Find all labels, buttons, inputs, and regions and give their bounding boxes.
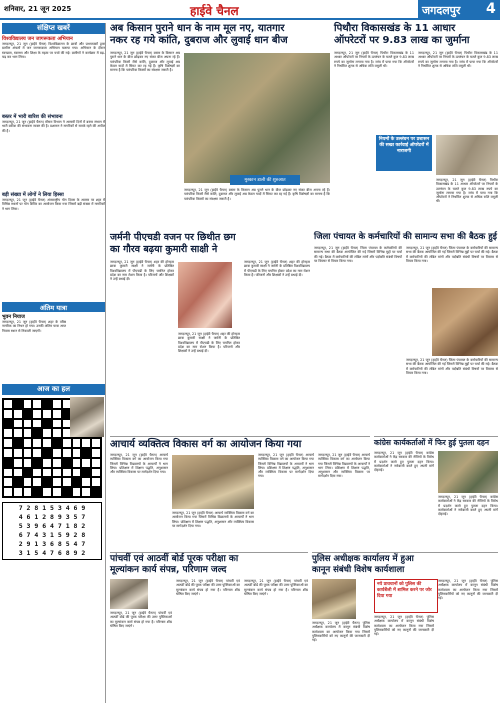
article-paddy-body-col2: जगदलपुर, 21 जून (हाईवे चैनल) बस्तर के किसान अब पुराने धान के बीज छोड़कर नए संकर बीज अपना रहे हैं। पारंपरिक किस्में जैसे कांति, दुबराज और लुवाई अब केवल यादों में सिमट कर रह गई हैं। कृषि विशेषज्ञों का मानना है कि पारंपरिक किस्मों का संरक्षण जरूरी है। [184,188,330,201]
article-phd-body-col3: जगदलपुर, 21 जून (हाईवे चैनल) शहर की होनहार छात्रा कुमारी साक्षी ने जर्मनी के प्रतिष्ठित विश्वविद्यालय में पीएचडी के लिए चयनित होकर प्रदेश का नाम रोशन किया है। परिजनों और शिक्षकों ने उन्हें बधाई दी। [244,260,310,277]
article-police-title-2: कानून संबंधी विशेष कार्यशाला [312,565,405,575]
article-police-title-1: पुलिस अधीक्षक कार्यालय में हुआ [312,554,414,564]
article-congress-body-col2: जगदलपुर, 21 जून (हाईवे चैनल) कांग्रेस कार्यकर्ताओं ने केंद्र सरकार की नीतियों के विरोध में प्रदर्शन करते हुए पुतला दहन किया। कार्यकर्ताओं ने नारेबाजी करते हुए अपनी मांगें दोहराईं। [438,495,498,517]
article-phd [110,232,310,432]
article-phd-body-col1: जगदलपुर, 21 जून (हाईवे चैनल) शहर की होनहार छात्रा कुमारी साक्षी ने जर्मनी के प्रतिष्ठित विश्वविद्यालय में पीएचडी के लिए चयनित होकर प्रदेश का नाम रोशन किया है। परिजनों और शिक्षकों ने उन्हें बधाई दी। [110,260,174,282]
issue-date: शनिवार, 21 जून 2025 [4,5,72,13]
article-panchayat [314,232,498,432]
sudoku-row: 6 7 4 3 1 5 9 2 8 [18,531,86,539]
article-board-exam-title-2: मूल्यांकन कार्य संपन्न, परिणाम जल्द [110,565,227,575]
article-congress-title: कांग्रेस कार्यकर्ताओं में फिर हुई पुतला दहन [374,438,489,447]
article-paddy-body-col1: जगदलपुर, 21 जून (हाईवे चैनल) बस्तर के किसान अब पुराने धान के बीज छोड़कर नए संकर बीज अपना रहे हैं। पारंपरिक किस्में जैसे कांति, दुबराज और लुवाई अब केवल यादों में सिमट कर रह गई हैं। कृषि विशेषज्ञों का मानना है कि पारंपरिक किस्मों का संरक्षण जरूरी है। [110,51,180,73]
article-board-exam-title-1: पांचवीं एवं आठवीं बोर्ड पूरक परीक्षा का [110,554,239,564]
article-congress-photo [438,451,498,493]
city-name: जगदलपुर [422,4,461,17]
article-congress-body-col1: जगदलपुर, 21 जून (हाईवे चैनल) कांग्रेस कार्यकर्ताओं ने केंद्र सरकार की नीतियों के विरोध में प्रदर्शन करते हुए पुतला दहन किया। कार्यकर्ताओं ने नारेबाजी करते हुए अपनी मांगें दोहराईं। [374,451,434,473]
article-phd-title-2: का गौरव बढ़या कुमारी साक्षी ने [110,244,218,255]
page-number: 4 [486,1,496,17]
obituary-photo [70,397,104,437]
article-paddy-title-1: अब किसान पुराने धान के नाम मूल नए, यातगार [110,23,285,34]
article-acharya-body-col1: जगदलपुर, 21 जून (हाईवे चैनल) आचार्य व्यक्तित्व विकास वर्ग का आयोजन किया गया जिसमें विभिन्न विद्यालयों के आचार्यों ने भाग लिया। प्रशिक्षण में शिक्षण पद्धति, अनुशासन और व्यक्तित्व विकास पर मार्गदर्शन दिया गया। [110,453,168,475]
article-police-photo [312,579,356,619]
article-pithora-quote-box [376,135,432,171]
sudoku-row: 5 3 9 6 4 7 1 8 2 [18,522,86,530]
article-police-quote-box [374,579,438,613]
brief-2-body: जगदलपुर, 21 जून (हाईवे चैनल) मौसम विभाग ने आगामी दिनों में बस्तर संभाग में भारी बारिश की संभावना व्यक्त की है। प्रशासन ने नागरिकों से सतर्क रहने की अपील की है। [2,120,105,133]
sidebar-title-band [2,23,105,34]
article-board-exam-body-col2: जगदलपुर, 21 जून (हाईवे चैनल) पांचवीं एवं आठवीं बोर्ड की पूरक परीक्षा की उत्तर पुस्तिकाओं का मूल्यांकन कार्य संपन्न हो गया है। परिणाम शीघ्र घोषित किए जाएंगे। [176,579,240,596]
masthead [0,0,500,20]
obituary-body: जगदलपुर, 21 जून (हाईवे चैनल) शहर के वरिष्ठ नागरिक का निधन हो गया। उनकी अंतिम यात्रा आज निवास स्थान से निकाली जाएगी। [2,320,66,333]
article-paddy-photo [184,53,330,183]
article-board-exam-body-col1: जगदलपुर, 21 जून (हाईवे चैनल) पांचवीं एवं आठवीं बोर्ड की पूरक परीक्षा की उत्तर पुस्तिकाओं का मूल्यांकन कार्य संपन्न हो गया है। परिणाम शीघ्र घोषित किए जाएंगे। [110,611,172,628]
article-panchayat-body-col1: जगदलपुर, 21 जून (हाईवे चैनल) जिला पंचायत के कर्मचारियों की सामान्य सभा की बैठक आयोजित की गई जिसमें विभिन्न मुद्दों पर चर्चा की गई। बैठक में कर्मचारियों की लंबित मांगों और पदोन्नति संबंधी विषयों पर विस्तार से विचार किया गया। [314,246,402,263]
article-police-body-col3: जगदलपुर, 21 जून (हाईवे चैनल) पुलिस अधीक्षक कार्यालय में कानून संबंधी विशेष कार्यशाला का आयोजन किया गया जिसमें पुलिसकर्मियों को नए कानूनों की जानकारी दी गई। [438,579,498,601]
article-pithora [334,23,498,228]
sudoku-row: 4 6 1 2 8 9 3 5 7 [18,513,86,521]
article-pithora-title-2: ऑपरेटरों पर 9.83 लाख का जुर्माना [334,35,470,46]
article-police-body-col1: जगदलपुर, 21 जून (हाईवे चैनल) पुलिस अधीक्षक कार्यालय में कानून संबंधी विशेष कार्यशाला का आयोजन किया गया जिसमें पुलिसकर्मियों को नए कानूनों की जानकारी दी गई। [312,621,370,643]
article-acharya-photo [172,455,254,509]
sudoku-row: 7 2 8 1 5 3 4 6 9 [18,504,86,512]
article-pithora-body-col3: जगदलपुर, 21 जून (हाईवे चैनल) पिथौरा विकासखंड के 11 आधार ऑपरेटरों पर नियमों के उल्लंघन के चलते कुल 9.83 लाख रुपये का जुर्माना लगाया गया है। जांच में पाया गया कि ऑपरेटरों ने निर्धारित शुल्क से अधिक राशि वसूली थी। [436,178,498,204]
article-paddy [110,23,330,228]
article-panchayat-title: जिला पंचायत के कर्मचारियों की सामान्य सभा की बैठक हुई [314,232,497,242]
article-police-quote: नये प्रावधानों को पुलिस की कार्यशैली में शामिल करने पर जोर दिया गया [377,582,432,599]
article-phd-photo [178,262,232,328]
article-paddy-caption: मुस्कान डाली की शुरुआत [244,178,286,183]
brief-2-head: बस्तर में भारी बारिश की संभावना [2,114,63,120]
sudoku-row: 2 9 1 3 6 8 5 4 7 [18,540,86,548]
brief-3-body: जगदलपुर, 21 जून (हाईवे चैनल) अंतरराष्ट्रीय योग दिवस के अवसर पर शहर में विभिन्न स्थानों पर योग शिविर का आयोजन किया गया जिसमें बड़ी संख्या में नागरिकों ने भाग लिया। [2,198,105,211]
city-band [418,0,500,20]
section-title: हाईवे चैनल [190,4,239,18]
article-acharya-body-col4: जगदलपुर, 21 जून (हाईवे चैनल) आचार्य व्यक्तित्व विकास वर्ग का आयोजन किया गया जिसमें विभिन्न विद्यालयों के आचार्यों ने भाग लिया। प्रशिक्षण में शिक्षण पद्धति, अनुशासन और व्यक्तित्व विकास पर मार्गदर्शन दिया गया। [318,453,370,479]
sudoku-row: 3 1 5 4 7 6 8 9 2 [18,549,86,557]
article-panchayat-body-col2: जगदलपुर, 21 जून (हाईवे चैनल) जिला पंचायत के कर्मचारियों की सामान्य सभा की बैठक आयोजित की गई जिसमें विभिन्न मुद्दों पर चर्चा की गई। बैठक में कर्मचारियों की लंबित मांगों और पदोन्नति संबंधी विषयों पर विस्तार से विचार किया गया। [406,246,498,263]
obituary-band [2,302,105,312]
article-acharya [110,436,370,548]
sudoku-grid [2,502,102,560]
article-pithora-photo [436,135,498,175]
article-acharya-title: आचार्य व्यक्तित्व विकास वर्ग का आयोजन किया गया [110,439,302,450]
article-pithora-body-col1: जगदलपुर, 21 जून (हाईवे चैनल) पिथौरा विकासखंड के 11 आधार ऑपरेटरों पर नियमों के उल्लंघन के चलते कुल 9.83 लाख रुपये का जुर्माना लगाया गया है। जांच में पाया गया कि ऑपरेटरों ने निर्धारित शुल्क से अधिक राशि वसूली थी। [334,51,414,68]
article-congress [374,436,498,548]
article-board-exam [110,552,308,704]
article-paddy-caption-band [230,175,300,185]
article-panchayat-body-col3: जगदलपुर, 21 जून (हाईवे चैनल) जिला पंचायत के कर्मचारियों की सामान्य सभा की बैठक आयोजित की गई जिसमें विभिन्न मुद्दों पर चर्चा की गई। बैठक में कर्मचारियों की लंबित मांगों और पदोन्नति संबंधी विषयों पर विस्तार से विचार किया गया। [406,358,498,375]
article-board-exam-photo [110,579,148,609]
article-pithora-quote: नियमों के उल्लंघन पर प्रशासन की सख्त कार्रवाई ऑपरेटरों में नाराजगी [378,137,430,154]
article-board-exam-body-col3: जगदलपुर, 21 जून (हाईवे चैनल) पांचवीं एवं आठवीं बोर्ड की पूरक परीक्षा की उत्तर पुस्तिकाओं का मूल्यांकन कार्य संपन्न हो गया है। परिणाम शीघ्र घोषित किए जाएंगे। [244,579,308,596]
article-acharya-body-col2: जगदलपुर, 21 जून (हाईवे चैनल) आचार्य व्यक्तित्व विकास वर्ग का आयोजन किया गया जिसमें विभिन्न विद्यालयों के आचार्यों ने भाग लिया। प्रशिक्षण में शिक्षण पद्धति, अनुशासन और व्यक्तित्व विकास पर मार्गदर्शन दिया गया। [172,511,254,528]
article-panchayat-photo [432,288,498,356]
article-paddy-title-2: नकर रह गये कांति, दुबराज और लुवाई धान बीज [110,35,288,46]
puzzle-band [2,384,105,395]
article-police-body-col2: जगदलपुर, 21 जून (हाईवे चैनल) पुलिस अधीक्षक कार्यालय में कानून संबंधी विशेष कार्यशाला का आयोजन किया गया जिसमें पुलिसकर्मियों को नए कानूनों की जानकारी दी गई। [374,615,434,637]
article-acharya-body-col3: जगदलपुर, 21 जून (हाईवे चैनल) आचार्य व्यक्तित्व विकास वर्ग का आयोजन किया गया जिसमें विभिन्न विद्यालयों के आचार्यों ने भाग लिया। प्रशिक्षण में शिक्षण पद्धति, अनुशासन और व्यक्तित्व विकास पर मार्गदर्शन दिया गया। [258,453,314,479]
brief-1-body: जगदलपुर, 21 जून (हाईवे चैनल) विश्वविद्यालय के छात्रों और प्राध्यापकों द्वारा ग्रामीण अंचलों में जन जागरूकता अभियान चलाया गया। अभियान के दौरान स्वच्छता, स्वास्थ्य और शिक्षा के महत्व पर चर्चा की गई। ग्रामीणों ने कार्यक्रम में बढ़-चढ़ कर भाग लिया। [2,42,105,59]
article-police [312,552,498,704]
sidebar [2,23,106,703]
obituary-name: भुवन नियाज [2,314,25,320]
brief-1-head: विश्वविद्यालय जन जागरूकता अभियान [2,36,73,42]
brief-3-head: बड़ी संख्या में लोगों ने लिया हिस्सा [2,192,64,198]
puzzle-title: आज का हल [37,385,70,393]
article-pithora-title-1: पिथौरा विकासखंड के 11 आधार [334,23,456,34]
article-pithora-body-col2: जगदलपुर, 21 जून (हाईवे चैनल) पिथौरा विकासखंड के 11 आधार ऑपरेटरों पर नियमों के उल्लंघन के चलते कुल 9.83 लाख रुपये का जुर्माना लगाया गया है। जांच में पाया गया कि ऑपरेटरों ने निर्धारित शुल्क से अधिक राशि वसूली थी। [418,51,498,68]
obituary-title: अंतिम यात्रा [39,303,68,312]
article-phd-title-1: जर्मनी पीएचडी वजन पर छिथीत छग [110,232,236,243]
article-phd-body-col2: जगदलपुर, 21 जून (हाईवे चैनल) शहर की होनहार छात्रा कुमारी साक्षी ने जर्मनी के प्रतिष्ठित विश्वविद्यालय में पीएचडी के लिए चयनित होकर प्रदेश का नाम रोशन किया है। परिजनों और शिक्षकों ने उन्हें बधाई दी। [178,332,240,354]
sidebar-title: संक्षिप्त खबरें [37,24,70,32]
